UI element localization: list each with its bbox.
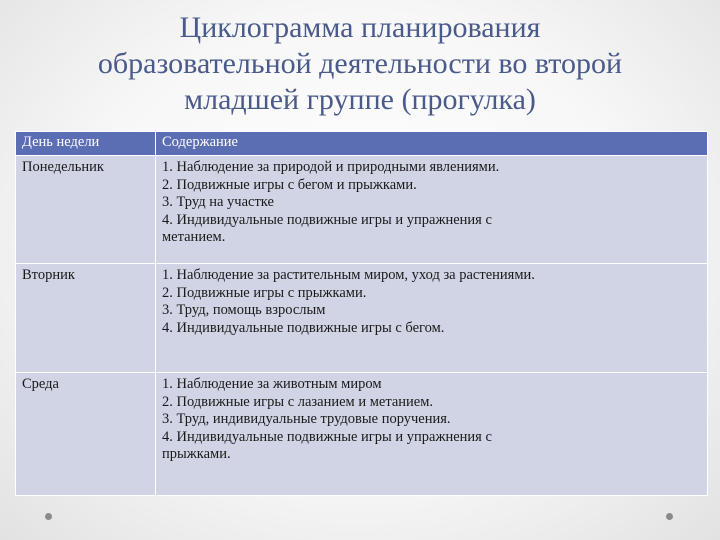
content-line: 3. Труд, помощь взрослым <box>162 302 326 318</box>
title-line-2: образовательной деятельности во второй <box>97 47 623 80</box>
content-line: 1. Наблюдение за природой и природными явлениями. <box>162 159 500 175</box>
content-line: метанием. <box>162 229 226 245</box>
content-cell <box>156 156 708 264</box>
table-header-row <box>16 132 708 156</box>
day-cell: Вторник <box>16 264 156 373</box>
table-row <box>16 264 708 373</box>
title-line-1: Циклограмма планирования <box>179 11 541 44</box>
content-line: 2. Подвижные игры с прыжками. <box>162 284 367 301</box>
content-line: 2. Подвижные игры с бегом и прыжками. <box>162 176 417 193</box>
schedule-table <box>15 131 708 496</box>
content-line: 2. Подвижные игры с лазанием и метанием. <box>162 393 434 410</box>
content-line: прыжками. <box>162 446 231 462</box>
slide-title <box>20 10 700 118</box>
content-line: 1. Наблюдение за растительным миром, уход за растениями. <box>162 267 535 283</box>
content-line: 1. Наблюдение за животным миром <box>162 376 382 392</box>
table-row <box>16 373 708 496</box>
next-slide-dot[interactable] <box>666 513 673 520</box>
prev-slide-dot[interactable] <box>45 513 52 520</box>
content-line: 3. Труд на участке <box>162 194 274 210</box>
day-cell: Среда <box>16 373 156 496</box>
content-cell <box>156 373 708 496</box>
content-cell <box>156 264 708 373</box>
content-line: 4. Индивидуальные подвижные игры и упражнения с <box>162 211 492 228</box>
content-line: 3. Труд, индивидуальные трудовые поручения. <box>162 411 451 427</box>
header-day: День недели <box>16 132 156 156</box>
header-content: Содержание <box>156 132 708 156</box>
content-line: 4. Индивидуальные подвижные игры и упражнения с <box>162 428 492 445</box>
table-row <box>16 156 708 264</box>
day-cell: Понедельник <box>16 156 156 264</box>
title-line-3: младшей группе (прогулка) <box>184 83 536 116</box>
content-line: 4. Индивидуальные подвижные игры с бегом. <box>162 319 445 336</box>
